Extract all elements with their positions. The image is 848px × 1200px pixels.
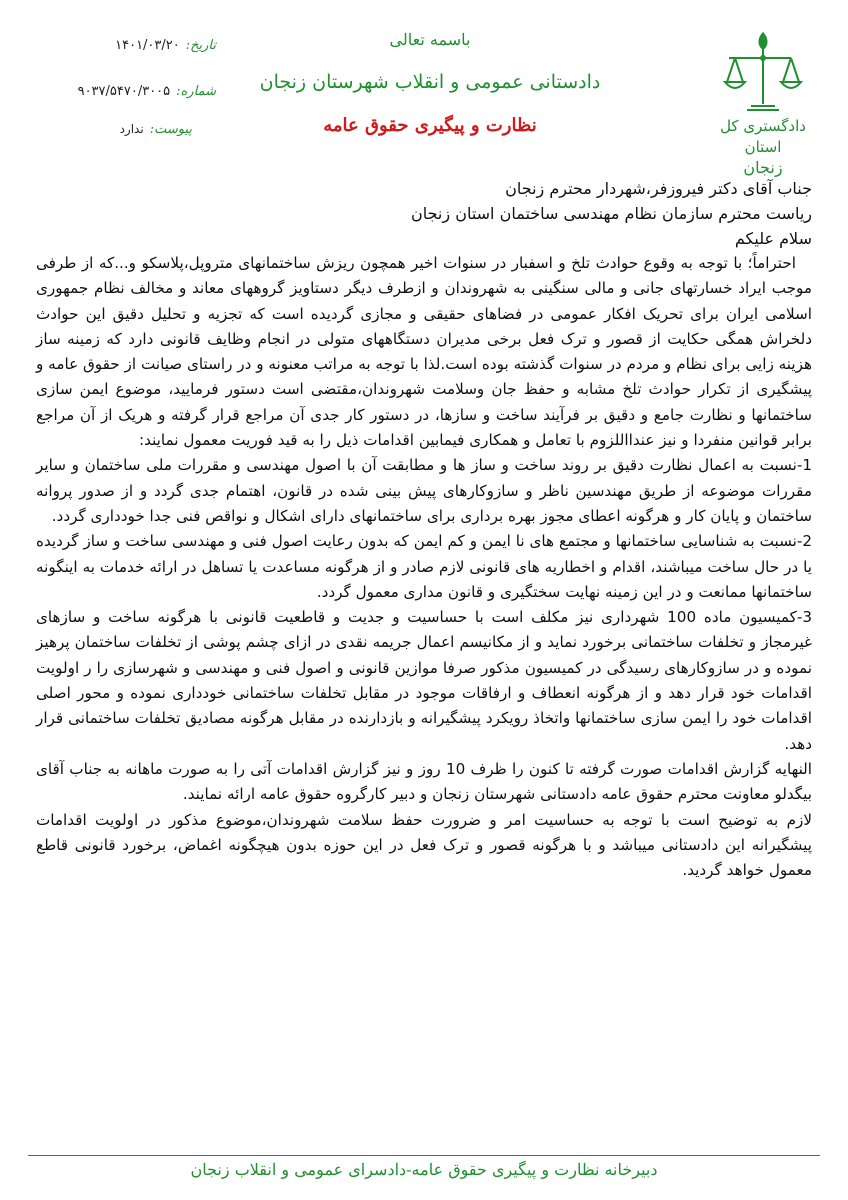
directive-item-3: 3-کمیسیون ماده 100 شهرداری نیز مکلف است با حساسیت و جدیت و قاطعیت قانونی با هرگونه ساخت و سازهای غیرمجاز و تخلفات ساختمانی برخورد نماید و از مکانیسم اعمال جریمه نقدی در ازای چشم پوشی از تخلفات ساختمان پرهیز نموده و در سازوکارهای رسیدگی در کمیسیون مذکور صرفا موازین قانونی و اصول فنی و مهندسی و شهرسازی را ر اولویت اقدامات خود قرار دهد و از هرگونه انعطاف و ارفاقات موجود در مقابل تخلفات ساختمانی خودداری نموده و محور اصلی اقدامات خود را ایمن سازی ساختمانها واتخاذ رویکرد پیشگیرانه و بازدارنده در مقابل هرگونه مصادیق تخلفات ساختمانی قرار دهد. [36, 608, 813, 753]
emblem-subtitle: زنجان [743, 158, 783, 177]
court-name: دادستانی عمومی و انقلاب شهرستان زنجان [259, 71, 601, 93]
directive-item-1: 1-نسبت به اعمال نظارت دقیق بر روند ساخت و ساز ها و مطابقت آن با اصول مهندسی و مقررات ملی ساختمان و سایر مقررات موضوعه از طریق مهندسین ناظر و سازوکارهای پیش بینی شده در قانون، اهتمام جدی گردد و از صدور پروانه ساختمان و پایان کار و هرگونه اعطای مجوز بهره برداری برای ساختمانهای دارای اشکال و نواقص فنی جدا خودداری گردد. [36, 456, 812, 525]
date-value: ۱۴۰۱/۰۳/۲۰ [115, 37, 180, 53]
addressee-line-2: ریاست محترم سازمان نظام مهندسی ساختمان استان زنجان [410, 204, 812, 223]
judiciary-emblem [708, 28, 818, 177]
number-label: شماره: [176, 83, 216, 99]
closing-paragraph: لازم به توضیح است با توجه به حساسیت امر و ضرورت حفظ سلامت شهروندان،موضوع مذکور در اولویت اقدامات پیشگیرانه این دادستانی میباشد و با هرگونه قصور و ترک فعل در این حوزه بدون هیچگونه اغماض، برخورد قانونی قاطع معمول خواهد گردید. [36, 810, 812, 880]
report-paragraph: النهایه گزارش اقدامات صورت گرفته تا کنون را ظرف 10 روز و نیز گزارش اقدامات آتی را به صورت ماهانه به جناب آقای بیگدلو معاونت محترم حقوق عامه دادستانی شهرستان زنجان و دبیر کارگروه حقوق عامه ارائه نمایند. [36, 759, 813, 804]
letter-body [36, 176, 812, 883]
intro-paragraph: احتراماً؛ با توجه به وقوع حوادث تلخ و اسفبار در سنوات اخیر همچون ریزش ساختمانهای متروپل،پلاسکو و...که از طرفی موجب ایراد خسارتهای جانی و مالی سنگینی به شهروندان و ازطرف دیگر دستاویز گروههای معاند و مخالف نظام جمهوری اسلامی ایران برای تحریک افکار عمومی در فضاهای حقیقی و مجازی گردیده است که تجزیه و تحلیل دقیق این حوادث دلخراش همگی حکایت از قصور و ترک فعل برخی مدیران دستگاههای متولی در انجام وظایف قانونی دارد که زمینه ساز هزینه زایی برای نظام و مردم در سنوات گذشته بوده است.لذا با توجه به مراتب معنونه و در راستای صیانت از حقوق عامه و پیشگیری از تکرار حوادث تلخ مشابه و حفظ جان وسلامت شهروندان،مقتضی است دستور فرمایید، موضوع ایمن سازی ساختمانها و نظارت جامع و دقیق بر فرآیند ساخت و سازها، در دستور کار جدی آن مراجع قرار گرفته و هریک از آن مراجع برابر قوانین منفردا و نیز عندااللزوم با تعامل و همکاری فیمابین اقدامات ذیل را به قید فوریت معمول نمایند: [36, 254, 812, 450]
date-row [16, 22, 216, 68]
attachment-value: ندارد [119, 122, 144, 136]
judiciary-scales-icon [717, 28, 809, 114]
footer-divider [28, 1155, 820, 1156]
footer-text: دبیرخانه نظارت و پیگیری حقوق عامه-دادسرای عمومی و انقلاب زنجان [190, 1160, 658, 1179]
emblem-title: دادگستری کل استان [720, 117, 806, 156]
number-value: ۹۰۳۷/۵۴۷۰/۳۰۰۵ [77, 83, 171, 99]
department-name: نظارت و پیگیری حقوق عامه [323, 115, 537, 136]
attachment-row [16, 114, 216, 144]
letter-metadata [16, 22, 216, 144]
date-label: تاریخ: [185, 37, 216, 53]
bismillah-heading: باسمه تعالی [389, 30, 471, 49]
directive-item-2: 2-نسبت به شناسایی ساختمانها و مجتمع های نا ایمن و کم ایمن که بدون رعایت اصول فنی و مهندسی ساخت و ساز گردیده یا در حال ساخت میباشند، اقدام و اخطاریه های قانونی لازم صادر و از هرگونه مساعدت یا تساهل در ارائه خدمات به اینگونه ساختمانها ممانعت و در این زمینه نهایت سختگیری و قانون مداری معمول گردد. [36, 532, 812, 601]
greeting: سلام علیکم [734, 229, 812, 248]
addressee-line-1: جناب آقای دکتر فیروزفر،شهردار محترم زنجان [505, 179, 812, 198]
number-row [16, 68, 216, 114]
letterhead [250, 20, 610, 148]
attachment-label: پیوست: [149, 121, 192, 137]
